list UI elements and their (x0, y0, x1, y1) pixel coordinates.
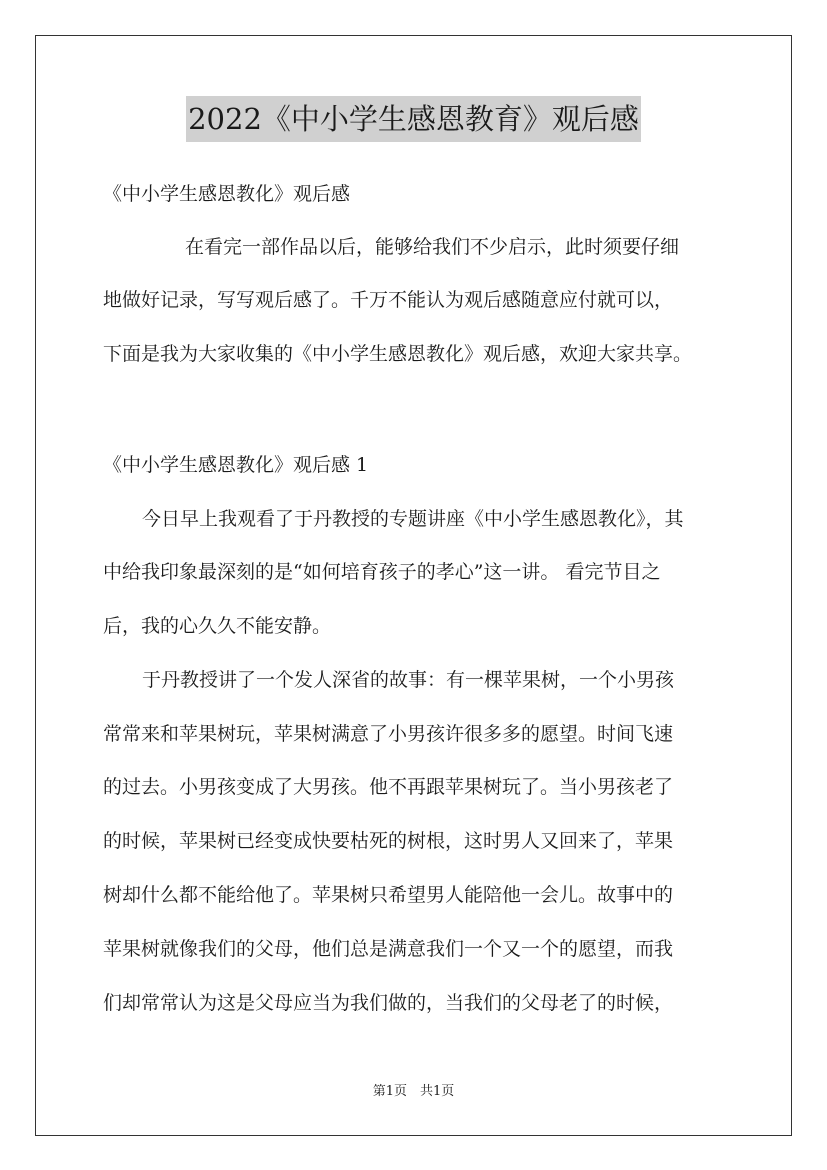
paragraph-line: 常常来和苹果树玩，苹果树满意了小男孩许很多多的愿望。时间飞速 (103, 723, 674, 745)
document-title: 2022《中小学生感恩教育》观后感 (186, 96, 641, 142)
document-subtitle: 《中小学生感恩教化》观后感 (103, 183, 351, 205)
paragraph-line: 今日早上我观看了于丹教授的专题讲座《中小学生感恩教化》，其 (142, 508, 684, 530)
paragraph-line: 的时候，苹果树已经变成快要枯死的树根，这时男人又回来了，苹果 (103, 830, 674, 852)
section-heading: 《中小学生感恩教化》观后感 1 (103, 454, 369, 476)
paragraph-line: 后，我的心久久不能安静。 (103, 615, 332, 637)
intro-line: 下面是我为大家收集的《中小学生感恩教化》观后感，欢迎大家共享。 (103, 343, 693, 365)
paragraph-line: 中给我印象最深刻的是“如何培育孩子的孝心”这一讲。 看完节目之 (103, 561, 661, 583)
page-footer: 第1页 共1页 (372, 1084, 455, 1099)
paragraph-line: 们却常常认为这是父母应当为我们做的，当我们的父母老了的时候， (103, 992, 674, 1014)
paragraph-line: 的过去。小男孩变成了大男孩。他不再跟苹果树玩了。当小男孩老了 (103, 776, 674, 798)
paragraph-line: 苹果树就像我们的父母，他们总是满意我们一个又一个的愿望，而我 (103, 938, 674, 960)
title-block (0, 96, 827, 142)
intro-line: 地做好记录，写写观后感了。千万不能认为观后感随意应付就可以， (103, 289, 674, 311)
intro-line: 在看完一部作品以后，能够给我们不少启示，此时须要仔细 (185, 236, 680, 258)
paragraph-line: 树却什么都不能给他了。苹果树只希望男人能陪他一会儿。故事中的 (103, 884, 674, 906)
paragraph-line: 于丹教授讲了一个发人深省的故事：有一棵苹果树，一个小男孩 (142, 669, 675, 691)
